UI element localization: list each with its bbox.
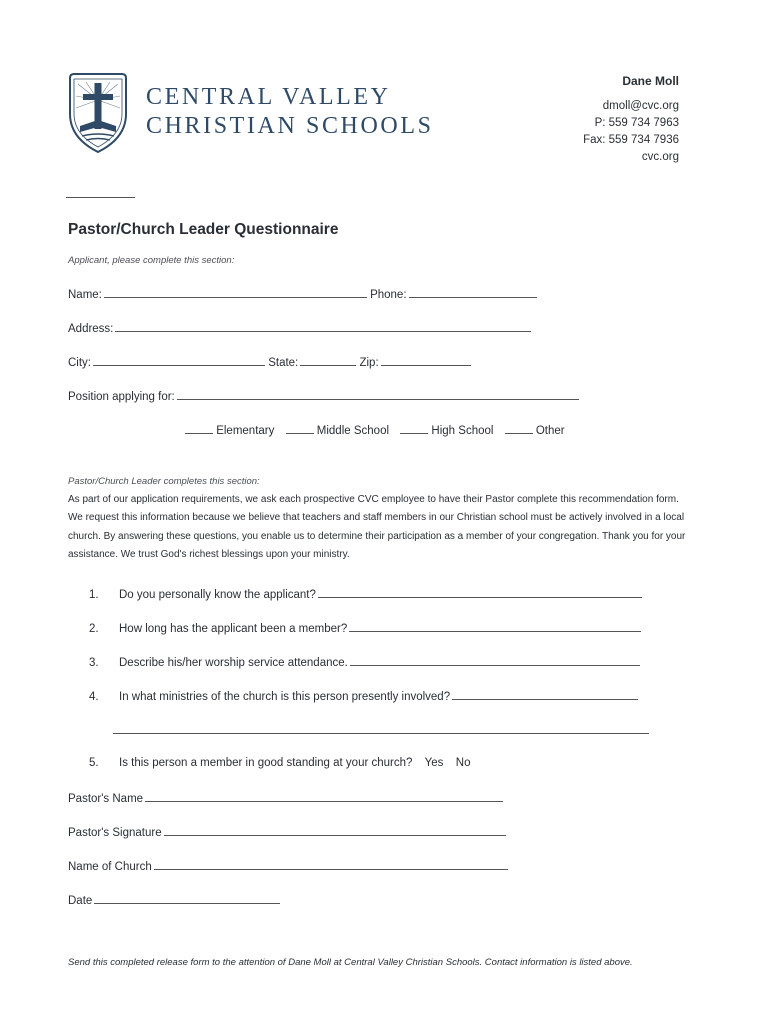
no-option[interactable]: No (455, 757, 471, 769)
question-number: 4. (89, 691, 99, 703)
option-other: Other (535, 425, 565, 437)
question-2-field[interactable] (349, 620, 641, 632)
church-name-field[interactable] (154, 858, 508, 870)
question-number: 1. (89, 589, 99, 601)
pastor-name-row (68, 790, 503, 805)
name-field[interactable] (104, 286, 367, 298)
contact-name: Dane Moll (622, 74, 679, 88)
question-1 (89, 586, 642, 601)
pastor-signature-row (68, 824, 506, 839)
question-4 (89, 688, 638, 703)
question-text: How long has the applicant been a member? (119, 623, 348, 635)
question-text: Do you personally know the applicant? (119, 589, 316, 601)
city-row (68, 354, 471, 369)
name-row (68, 286, 537, 301)
position-field[interactable] (177, 388, 579, 400)
zip-label: Zip: (359, 357, 379, 369)
elementary-checkbox[interactable] (185, 422, 213, 434)
question-3-field[interactable] (350, 654, 640, 666)
contact-fax: Fax: 559 734 7936 (583, 134, 679, 146)
high-school-checkbox[interactable] (400, 422, 428, 434)
position-label: Position applying for: (68, 391, 175, 403)
address-label: Address: (68, 323, 114, 335)
shield-cross-icon (66, 70, 130, 154)
question-number: 2. (89, 623, 99, 635)
pastor-name-field[interactable] (145, 790, 503, 802)
question-4-field[interactable] (452, 688, 638, 700)
date-field[interactable] (94, 892, 280, 904)
date-row (68, 892, 280, 907)
address-row (68, 320, 531, 335)
other-checkbox[interactable] (505, 422, 533, 434)
applicant-note: Applicant, please complete this section: (68, 255, 235, 266)
intro-paragraph: As part of our application requirements, we ask each prospective CVC employee to have their Pastor complete this recommendation form. We request this information because we believe that teachers and staff members in our Christian school must be actively involved in a local church. By answering these questions, you enable us to determine their participation as a member of your congregation. Thank you for your assistance. We trust God's richest blessings upon your ministry. (68, 494, 686, 560)
position-row (68, 388, 579, 403)
question-3 (89, 654, 640, 669)
yes-option[interactable]: Yes (424, 757, 444, 769)
question-4-extra-line[interactable] (113, 733, 649, 734)
pastor-signature-field[interactable] (164, 824, 506, 836)
page-title: Pastor/Church Leader Questionnaire (68, 221, 339, 238)
logo-line-1: CENTRAL VALLEY (146, 84, 391, 110)
date-label: Date (68, 895, 93, 907)
question-1-field[interactable] (318, 586, 642, 598)
state-label: State: (268, 357, 299, 369)
church-name-label: Name of Church (68, 861, 152, 873)
name-label: Name: (68, 289, 102, 301)
question-2 (89, 620, 641, 635)
church-name-row (68, 858, 508, 873)
zip-field[interactable] (381, 354, 471, 366)
contact-block (583, 73, 679, 166)
city-label: City: (68, 357, 91, 369)
position-options (183, 422, 565, 437)
question-5 (89, 757, 471, 769)
divider (66, 197, 135, 198)
middle-school-checkbox[interactable] (286, 422, 314, 434)
pastor-name-label: Pastor's Name (68, 793, 144, 805)
city-field[interactable] (93, 354, 265, 366)
question-number: 3. (89, 657, 99, 669)
pastor-signature-label: Pastor's Signature (68, 827, 162, 839)
question-number: 5. (89, 757, 99, 769)
option-elementary: Elementary (216, 425, 275, 437)
question-text: In what ministries of the church is this person presently involved? (119, 691, 451, 703)
logo-line-2: CHRISTIAN SCHOOLS (146, 113, 434, 139)
question-text: Is this person a member in good standing at your church? (119, 757, 413, 769)
state-field[interactable] (300, 354, 356, 366)
footer-note: Send this completed release form to the attention of Dane Moll at Central Valley Christian Schools. Contact information is listed above. (68, 957, 633, 968)
address-field[interactable] (115, 320, 531, 332)
contact-phone: P: 559 734 7963 (594, 117, 679, 129)
pastor-note: Pastor/Church Leader completes this section: (68, 476, 260, 487)
phone-field[interactable] (409, 286, 537, 298)
phone-label: Phone: (370, 289, 407, 301)
option-high-school: High School (431, 425, 494, 437)
contact-website[interactable]: cvc.org (641, 151, 679, 163)
option-middle-school: Middle School (316, 425, 390, 437)
contact-email[interactable]: dmoll@cvc.org (602, 100, 679, 112)
question-text: Describe his/her worship service attendance. (119, 657, 348, 669)
